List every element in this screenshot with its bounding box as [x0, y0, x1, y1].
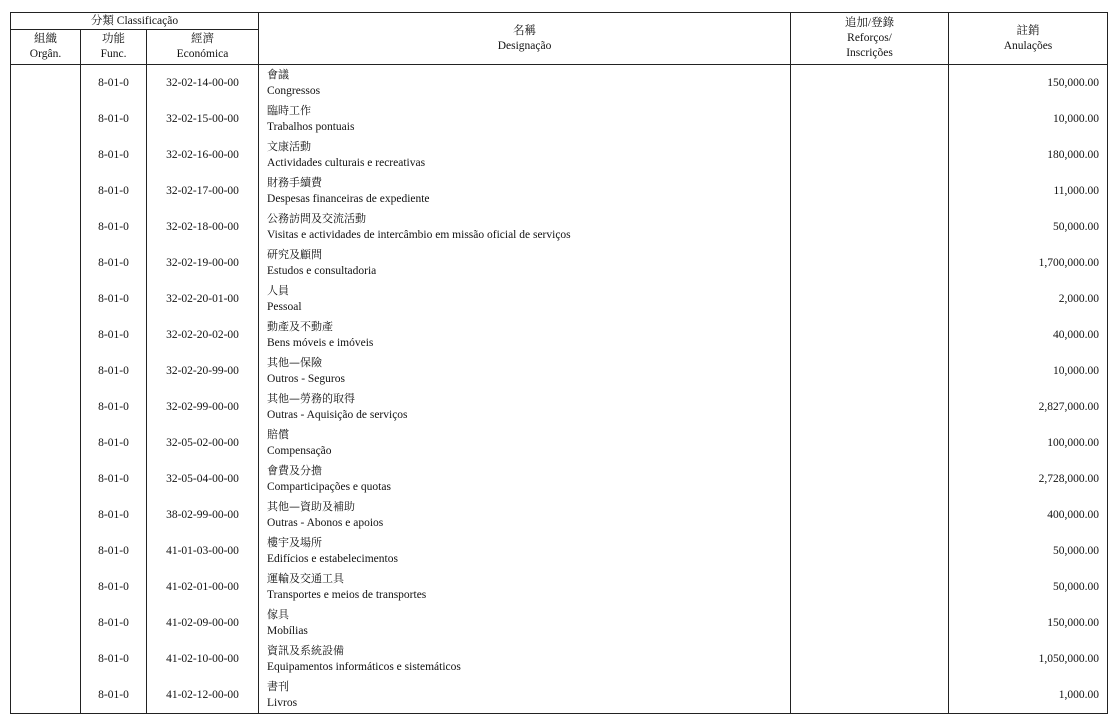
budget-table: [10, 12, 1108, 714]
table-row: [11, 209, 1108, 245]
table-row: [11, 317, 1108, 353]
cancellation-amount-cell: 100,000.00: [949, 425, 1108, 461]
econ-code-cell: 41-02-09-00-00: [147, 605, 259, 641]
designation-pt: Livros: [267, 697, 298, 709]
designation-pt: Actividades culturais e recreativas: [267, 157, 426, 169]
cancellation-amount-cell: 50,000.00: [949, 533, 1108, 569]
func-code-cell: 8-01-0: [81, 65, 147, 102]
cancellation-amount-cell: 50,000.00: [949, 209, 1108, 245]
econ-code-cell: 41-02-10-00-00: [147, 641, 259, 677]
cancellations-header-zh: 註銷: [1016, 24, 1040, 37]
designation-zh: 文康活動: [267, 140, 312, 153]
reinforcement-cell: [791, 389, 949, 425]
table-header: [11, 13, 1108, 65]
reinforcement-cell: [791, 641, 949, 677]
reinforcement-cell: [791, 317, 949, 353]
budget-document: [10, 12, 1107, 714]
table-row: [11, 533, 1108, 569]
econ-code-cell: 32-02-19-00-00: [147, 245, 259, 281]
designation-cell: [259, 353, 791, 389]
cancellation-amount-cell: 1,050,000.00: [949, 641, 1108, 677]
functional-header-zh: 功能: [102, 33, 125, 45]
econ-code-cell: 32-02-16-00-00: [147, 137, 259, 173]
designation-cell: [259, 209, 791, 245]
classification-header: 分類 Classificação: [11, 13, 259, 30]
designation-zh: 會議: [267, 68, 290, 81]
func-code-cell: 8-01-0: [81, 209, 147, 245]
reinforcement-cell: [791, 497, 949, 533]
designation-pt: Outros - Seguros: [267, 373, 345, 385]
table-row: [11, 461, 1108, 497]
organic-header-zh: 組織: [34, 33, 57, 45]
reinforcements-header: [791, 13, 949, 65]
designation-cell: [259, 641, 791, 677]
func-code-cell: 8-01-0: [81, 497, 147, 533]
table-row: [11, 605, 1108, 641]
table-row: [11, 101, 1108, 137]
designation-cell: [259, 317, 791, 353]
cancellation-amount-cell: 150,000.00: [949, 605, 1108, 641]
designation-pt: Estudos e consultadoria: [267, 265, 377, 277]
economic-header-pt: Económica: [176, 48, 229, 60]
cancellation-amount-cell: 2,827,000.00: [949, 389, 1108, 425]
reinforcement-cell: [791, 461, 949, 497]
table-row: [11, 353, 1108, 389]
org-cell: [11, 65, 81, 102]
econ-code-cell: 32-05-02-00-00: [147, 425, 259, 461]
func-code-cell: 8-01-0: [81, 569, 147, 605]
func-code-cell: 8-01-0: [81, 605, 147, 641]
reinforcement-cell: [791, 281, 949, 317]
designation-zh: 其他—資助及補助: [267, 500, 356, 513]
econ-code-cell: 32-02-20-99-00: [147, 353, 259, 389]
org-cell: [11, 461, 81, 497]
reinforcement-cell: [791, 65, 949, 102]
econ-code-cell: 32-02-99-00-00: [147, 389, 259, 425]
cancellation-amount-cell: 10,000.00: [949, 101, 1108, 137]
org-cell: [11, 389, 81, 425]
func-code-cell: 8-01-0: [81, 281, 147, 317]
reinforcement-cell: [791, 209, 949, 245]
cancellation-amount-cell: 2,000.00: [949, 281, 1108, 317]
economic-header-zh: 經濟: [191, 33, 214, 45]
designation-header-zh: 名稱: [513, 24, 537, 37]
economic-header: [147, 30, 259, 65]
org-cell: [11, 641, 81, 677]
designation-cell: [259, 137, 791, 173]
func-code-cell: 8-01-0: [81, 353, 147, 389]
func-code-cell: 8-01-0: [81, 137, 147, 173]
designation-zh: 書刊: [267, 680, 290, 693]
func-code-cell: 8-01-0: [81, 641, 147, 677]
func-code-cell: 8-01-0: [81, 533, 147, 569]
designation-cell: [259, 497, 791, 533]
reinforcements-header-pt1: Reforços/: [847, 32, 892, 44]
cancellation-amount-cell: 150,000.00: [949, 65, 1108, 102]
org-cell: [11, 569, 81, 605]
functional-header: [81, 30, 147, 65]
org-cell: [11, 317, 81, 353]
reinforcement-cell: [791, 353, 949, 389]
designation-cell: [259, 605, 791, 641]
designation-zh: 賠償: [267, 428, 290, 441]
designation-pt: Trabalhos pontuais: [267, 121, 355, 133]
designation-zh: 公務訪問及交流活動: [267, 212, 367, 225]
table-row: [11, 497, 1108, 533]
func-code-cell: 8-01-0: [81, 101, 147, 137]
org-cell: [11, 533, 81, 569]
designation-pt: Outras - Aquisição de serviços: [267, 409, 408, 421]
designation-pt: Comparticipações e quotas: [267, 481, 391, 493]
designation-pt: Bens móveis e imóveis: [267, 337, 374, 349]
org-cell: [11, 101, 81, 137]
econ-code-cell: 38-02-99-00-00: [147, 497, 259, 533]
econ-code-cell: 32-02-20-01-00: [147, 281, 259, 317]
org-cell: [11, 425, 81, 461]
cancellation-amount-cell: 400,000.00: [949, 497, 1108, 533]
reinforcement-cell: [791, 605, 949, 641]
org-cell: [11, 605, 81, 641]
econ-code-cell: 41-02-12-00-00: [147, 677, 259, 714]
designation-pt: Edifícios e estabelecimentos: [267, 553, 398, 565]
org-cell: [11, 353, 81, 389]
func-code-cell: 8-01-0: [81, 245, 147, 281]
designation-cell: [259, 245, 791, 281]
cancellation-amount-cell: 11,000.00: [949, 173, 1108, 209]
econ-code-cell: 32-02-15-00-00: [147, 101, 259, 137]
designation-cell: [259, 569, 791, 605]
table-row: [11, 65, 1108, 102]
reinforcement-cell: [791, 173, 949, 209]
table-row: [11, 173, 1108, 209]
designation-zh: 動產及不動產: [267, 320, 334, 333]
reinforcement-cell: [791, 533, 949, 569]
designation-pt: Visitas e actividades de intercâmbio em missão oficial de serviços: [267, 229, 571, 241]
table-row: [11, 389, 1108, 425]
org-cell: [11, 137, 81, 173]
designation-pt: Compensação: [267, 445, 332, 457]
cancellation-amount-cell: 50,000.00: [949, 569, 1108, 605]
designation-zh: 會費及分擔: [267, 464, 323, 477]
cancellation-amount-cell: 180,000.00: [949, 137, 1108, 173]
econ-code-cell: 32-05-04-00-00: [147, 461, 259, 497]
reinforcement-cell: [791, 569, 949, 605]
table-row: [11, 137, 1108, 173]
cancellations-header-pt: Anulações: [1003, 39, 1053, 52]
designation-zh: 其他—勞務的取得: [267, 392, 356, 405]
designation-pt: Outras - Abonos e apoios: [267, 517, 384, 529]
table-row: [11, 281, 1108, 317]
designation-zh: 人員: [267, 284, 290, 297]
org-cell: [11, 173, 81, 209]
func-code-cell: 8-01-0: [81, 173, 147, 209]
designation-cell: [259, 677, 791, 714]
designation-zh: 研究及顧問: [267, 248, 323, 261]
designation-cell: [259, 101, 791, 137]
func-code-cell: 8-01-0: [81, 461, 147, 497]
org-cell: [11, 281, 81, 317]
econ-code-cell: 32-02-14-00-00: [147, 65, 259, 102]
designation-pt: Pessoal: [267, 301, 302, 313]
econ-code-cell: 32-02-18-00-00: [147, 209, 259, 245]
designation-cell: [259, 533, 791, 569]
reinforcement-cell: [791, 137, 949, 173]
designation-pt: Transportes e meios de transportes: [267, 589, 427, 601]
table-body: [11, 65, 1108, 714]
designation-cell: [259, 173, 791, 209]
designation-pt: Despesas financeiras de expediente: [267, 193, 430, 205]
reinforcement-cell: [791, 425, 949, 461]
functional-header-pt: Func.: [100, 48, 127, 60]
reinforcement-cell: [791, 245, 949, 281]
table-row: [11, 245, 1108, 281]
reinforcement-cell: [791, 101, 949, 137]
designation-cell: [259, 461, 791, 497]
designation-zh: 樓宇及場所: [267, 536, 323, 549]
table-row: [11, 425, 1108, 461]
org-cell: [11, 677, 81, 714]
cancellation-amount-cell: 2,728,000.00: [949, 461, 1108, 497]
reinforcements-header-zh: 追加/登錄: [844, 17, 895, 29]
org-cell: [11, 245, 81, 281]
table-row: [11, 641, 1108, 677]
designation-pt: Congressos: [267, 85, 321, 97]
reinforcements-header-pt2: Inscrições: [846, 47, 893, 59]
org-cell: [11, 209, 81, 245]
econ-code-cell: 41-02-01-00-00: [147, 569, 259, 605]
econ-code-cell: 41-01-03-00-00: [147, 533, 259, 569]
designation-pt: Equipamentos informáticos e sistemáticos: [267, 661, 461, 673]
cancellation-amount-cell: 1,000.00: [949, 677, 1108, 714]
table-row: [11, 569, 1108, 605]
organic-header: [11, 30, 81, 65]
cancellation-amount-cell: 10,000.00: [949, 353, 1108, 389]
designation-cell: [259, 389, 791, 425]
econ-code-cell: 32-02-20-02-00: [147, 317, 259, 353]
econ-code-cell: 32-02-17-00-00: [147, 173, 259, 209]
designation-header: [259, 13, 791, 65]
organic-header-pt: Orgân.: [29, 48, 62, 60]
designation-zh: 資訊及系統設備: [267, 644, 345, 657]
designation-zh: 其他—保險: [267, 356, 323, 369]
designation-zh: 臨時工作: [267, 104, 312, 117]
org-cell: [11, 497, 81, 533]
func-code-cell: 8-01-0: [81, 425, 147, 461]
cancellation-amount-cell: 40,000.00: [949, 317, 1108, 353]
designation-cell: [259, 65, 791, 102]
designation-zh: 財務手續費: [267, 176, 323, 189]
table-row: [11, 677, 1108, 714]
designation-cell: [259, 425, 791, 461]
designation-zh: 運輸及交通工具: [267, 572, 345, 585]
reinforcement-cell: [791, 677, 949, 714]
func-code-cell: 8-01-0: [81, 389, 147, 425]
cancellation-amount-cell: 1,700,000.00: [949, 245, 1108, 281]
designation-zh: 傢具: [267, 608, 290, 621]
func-code-cell: 8-01-0: [81, 317, 147, 353]
func-code-cell: 8-01-0: [81, 677, 147, 714]
cancellations-header: [949, 13, 1108, 65]
designation-header-pt: Designação: [497, 39, 552, 52]
designation-pt: Mobílias: [267, 625, 308, 637]
designation-cell: [259, 281, 791, 317]
